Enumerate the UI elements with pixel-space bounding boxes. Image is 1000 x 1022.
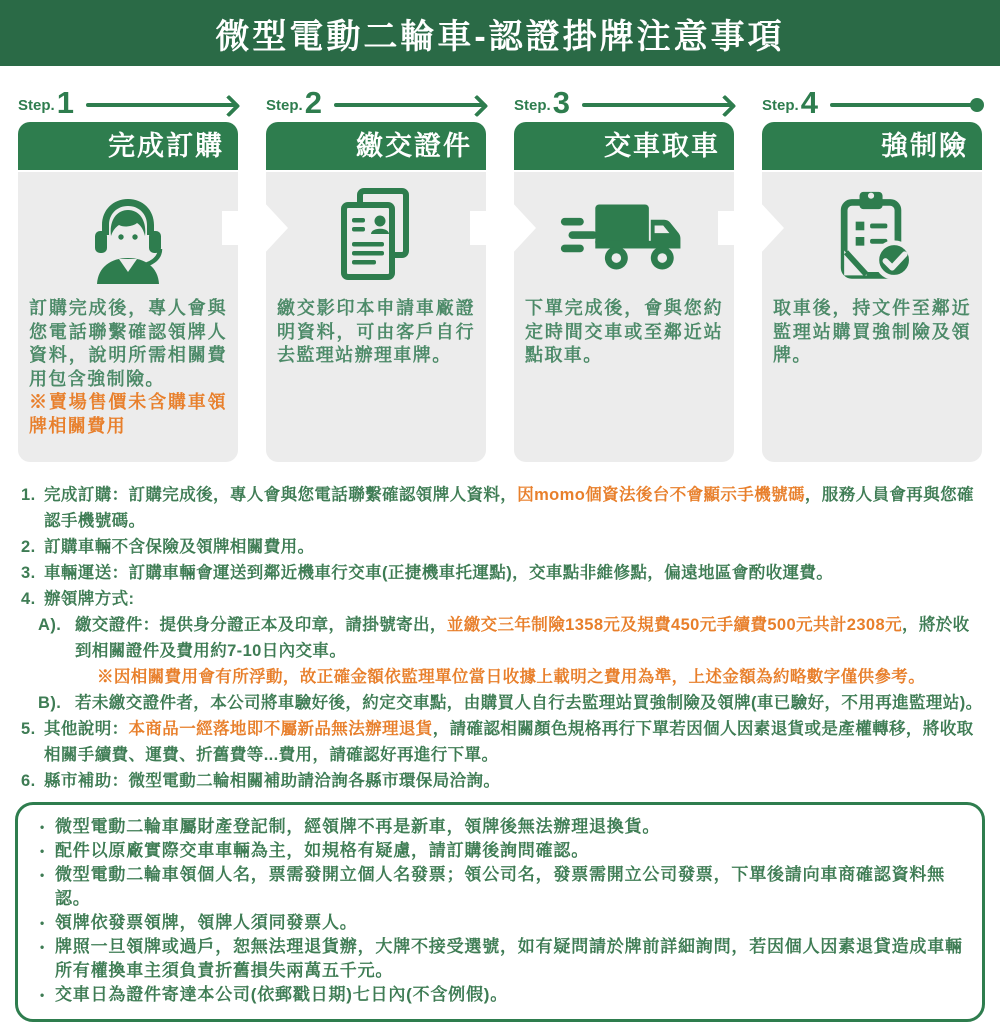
bullet-icon: • <box>40 820 46 834</box>
step-card <box>514 122 734 462</box>
note-subnumber: B). <box>38 694 62 712</box>
step-card-body <box>266 172 486 462</box>
footer-bullet-2 <box>40 839 964 863</box>
note-subnumber: A). <box>38 616 62 634</box>
step-label: Step. <box>266 97 303 114</box>
step-arrow-icon <box>86 103 238 107</box>
documents-icon <box>277 172 475 288</box>
step-description: 取車後，持文件至鄰近監理站購買強制險及領牌。 <box>773 298 971 365</box>
footer-bullet-text: 領牌依發票領牌，領牌人須同發票人。 <box>55 913 358 932</box>
page-header <box>0 0 1000 66</box>
note-orange-subnote: ※因相關費用會有所浮動，故正確金額依監理單位當日收據上載明之費用為準，上述金額為約略數字僅供參考。 <box>97 668 926 686</box>
bullet-icon: • <box>40 916 46 930</box>
bullet-icon: • <box>40 988 46 1002</box>
steps-section <box>18 84 982 462</box>
note-item-1 <box>21 482 986 534</box>
clipboard-check-icon <box>773 172 971 288</box>
note-number: 2. <box>21 538 36 556</box>
note-number: 5. <box>21 720 36 738</box>
right-arrow-icon <box>470 180 540 276</box>
note-subtext-line <box>75 612 986 664</box>
step-description: 下單完成後，會與您約定時間交車或至鄰近站點取車。 <box>525 298 723 365</box>
note-text <box>44 482 986 534</box>
step-column-3 <box>514 84 734 462</box>
step-card <box>266 122 486 462</box>
step-number: 4 <box>800 85 818 120</box>
note-item-4b <box>38 690 986 716</box>
page-title: 微型電動二輪車-認證掛牌注意事項 <box>215 17 785 56</box>
step-label: Step. <box>762 97 799 114</box>
note-number: 1. <box>21 486 36 504</box>
bullet-icon: • <box>40 868 46 882</box>
customer-service-icon <box>29 172 227 288</box>
bullet-icon: • <box>40 940 46 954</box>
note-text-part: 繳交證件：提供身分證正本及印章，請掛號寄出， <box>75 616 447 634</box>
step-number: 1 <box>56 85 74 120</box>
step-header <box>762 84 982 118</box>
footer-bullet-4 <box>40 911 964 935</box>
right-arrow-icon <box>222 180 292 276</box>
note-subtext: 若未繳交證件者，本公司將車驗好後，約定交車點，由購買人自行去監理站買強制險及領牌(車已驗好，不用再進監理站)。 <box>75 694 983 712</box>
footer-bullet-3 <box>40 863 964 911</box>
note-item-4a <box>38 612 986 690</box>
note-item-5 <box>21 716 986 768</box>
step-card-body <box>514 172 734 462</box>
footer-bullet-text: 交車日為證件寄達本公司(依郵戳日期)七日內(不含例假)。 <box>55 985 509 1004</box>
note-text: 訂購車輛不含保險及領牌相關費用。 <box>44 538 315 556</box>
notes-section <box>21 482 986 794</box>
note-item-3 <box>21 560 986 586</box>
footer-bullet-1 <box>40 815 964 839</box>
step-header <box>18 84 238 118</box>
footer-bullet-6 <box>40 983 964 1007</box>
step-arrow-icon <box>582 103 734 107</box>
footer-notes-box <box>15 802 985 1022</box>
step-arrow-end-icon <box>830 103 982 107</box>
note-text: 車輛運送：訂購車輛會運送到鄰近機車行交車(正捷機車托運點)，交車點非維修點，偏遠地區會酌收運費。 <box>44 564 834 582</box>
step-orange-note: ※賣場售價未含購車領牌相關費用 <box>29 392 227 436</box>
step-card-title: 交車取車 <box>514 122 734 170</box>
footer-bullet-5 <box>40 935 964 983</box>
step-card-title: 強制險 <box>762 122 982 170</box>
step-number: 3 <box>552 85 570 120</box>
step-description: 繳交影印本申請車廠證明資料，可由客戶自行去監理站辦理車牌。 <box>277 298 475 365</box>
footer-bullet-text: 配件以原廠實際交車車輛為主，如規格有疑慮，請訂購後詢問確認。 <box>55 841 589 860</box>
delivery-truck-icon <box>525 172 723 288</box>
note-text-part: 其他說明： <box>44 720 129 738</box>
note-text-part: ，服務人員會再與您確認手機號碼。 <box>44 486 974 530</box>
note-highlight: 本商品一經落地即不屬新品無法辦理退貨 <box>128 720 433 738</box>
note-item-6 <box>21 768 986 794</box>
note-highlight: 並繳交三年制險1358元及規費450元手續費500元共計2308元 <box>446 616 902 634</box>
note-text-part: ，請確認相關顏色規格再行下單若因個人因素退貨或是產權轉移，將收取相關手續費、運費、折舊費等...費用，請確認好再進行下單。 <box>44 720 974 764</box>
step-label: Step. <box>18 97 55 114</box>
note-highlight: 因momo個資法後台不會顯示手機號碼 <box>517 486 805 504</box>
note-number: 4. <box>21 590 36 608</box>
right-arrow-icon <box>718 180 788 276</box>
note-number: 3. <box>21 564 36 582</box>
step-description: 訂購完成後，專人會與您電話聯繫確認領牌人資料，說明所需相關費用包含強制險。 <box>29 298 227 389</box>
step-card <box>762 122 982 462</box>
note-text <box>44 716 986 768</box>
step-number: 2 <box>304 85 322 120</box>
note-text-part: ，將於收到相關證件及費用約7-10日內交車。 <box>75 616 970 660</box>
step-header <box>266 84 486 118</box>
footer-bullet-text: 微型電動二輪車領個人名，票需發開立個人名發票；領公司名，發票需開立公司發票，下單後請向車商確認資料無認。 <box>55 865 945 908</box>
step-arrow-icon <box>334 103 486 107</box>
step-card-title: 完成訂購 <box>18 122 238 170</box>
note-number: 6. <box>21 772 36 790</box>
step-card-title: 繳交證件 <box>266 122 486 170</box>
bullet-icon: • <box>40 844 46 858</box>
step-card <box>18 122 238 462</box>
step-column-2 <box>266 84 486 462</box>
step-column-4 <box>762 84 982 462</box>
note-item-4 <box>21 586 986 612</box>
footer-bullet-text: 微型電動二輪車屬財產登記制，經領牌不再是新車，領牌後無法辦理退換貨。 <box>55 817 661 836</box>
step-column-1 <box>18 84 238 462</box>
step-header <box>514 84 734 118</box>
step-card-body <box>762 172 982 462</box>
note-text: 縣市補助：微型電動二輪相關補助請洽詢各縣市環保局洽詢。 <box>44 772 501 790</box>
note-subtext <box>75 612 986 690</box>
step-label: Step. <box>514 97 551 114</box>
note-text-part: 完成訂購：訂購完成後，專人會與您電話聯繫確認領牌人資料， <box>44 486 518 504</box>
note-item-2 <box>21 534 986 560</box>
footer-bullet-text: 牌照一旦領牌或過戶，恕無法理退貨辦，大牌不接受選號，如有疑問請於牌前詳細詢問，若因個人因素退貸造成車輛所有權換車主須負責折舊損失兩萬五千元。 <box>55 937 963 980</box>
note-text: 辦領牌方式: <box>44 590 135 608</box>
step-card-body <box>18 172 238 462</box>
